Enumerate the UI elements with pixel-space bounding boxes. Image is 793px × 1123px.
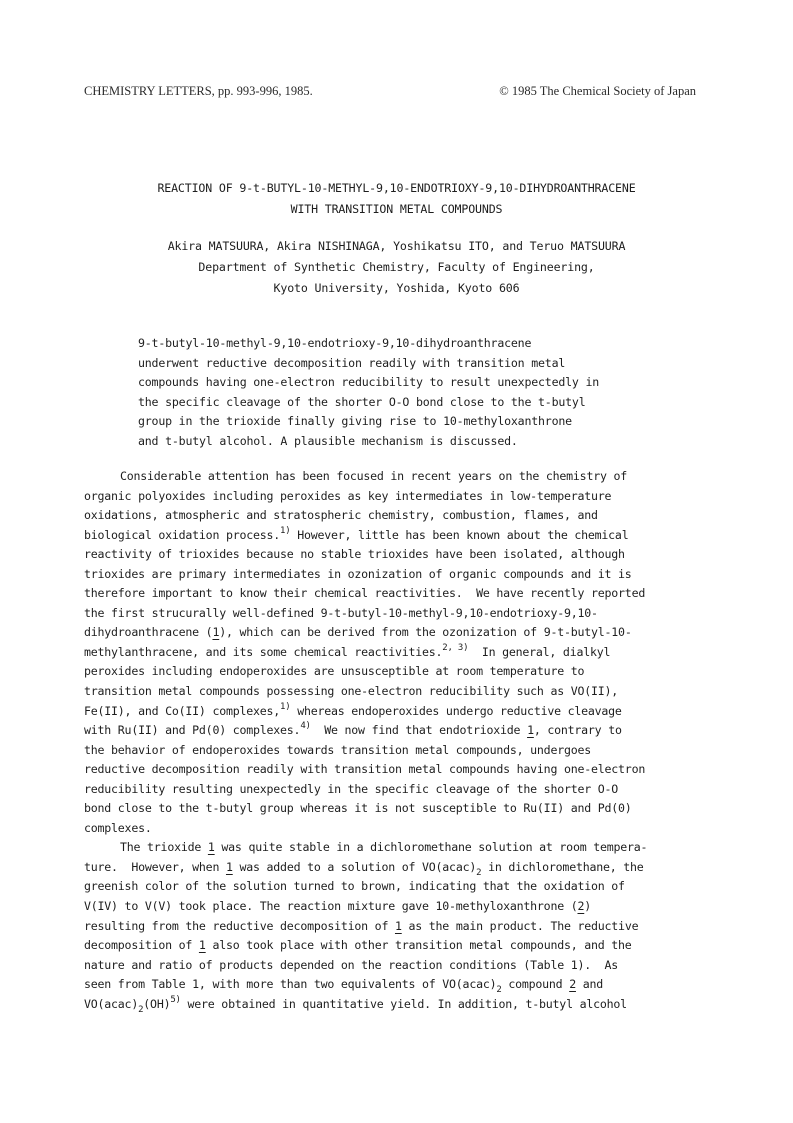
compound-number: 1 <box>527 723 534 738</box>
reference-marker: 4) <box>300 721 311 732</box>
subscript: 2 <box>138 1004 144 1015</box>
body-line: $VO(acac)_2(OH)^{5)}$ were obtained in quantitative yield. In addition, t-butyl alcohol <box>84 994 627 1015</box>
body-line: oxidations, atmospheric and stratospheric chemistry, combustion, flames, and <box>84 508 598 523</box>
reference-marker: 1) <box>280 701 291 712</box>
affiliation-line-1: Department of Synthetic Chemistry, Faculty of Engineering, <box>198 259 595 274</box>
compound-number: 1 <box>212 625 220 640</box>
copyright-notice: © 1985 The Chemical Society of Japan <box>499 84 696 98</box>
journal-citation: CHEMISTRY LETTERS, pp. 993-996, 1985. <box>84 84 313 98</box>
body-line: the behavior of endoperoxides towards transition metal compounds, undergoes <box>84 742 592 757</box>
body-line: reductive decomposition readily with transition metal compounds having one-electron <box>84 762 646 777</box>
compound-number: 1 <box>225 859 233 874</box>
body-line: peroxides including endoperoxides are unsusceptible at room temperature to <box>84 664 585 679</box>
body-text <box>84 467 714 1014</box>
compound-number: 2 <box>577 899 585 914</box>
reference-marker: 2, 3) <box>442 642 469 653</box>
body-line: complexes. <box>84 820 152 835</box>
body-line: transition metal compounds possessing one-electron reducibility such as VO(II), <box>84 684 619 699</box>
abstract-line: the specific cleavage of the shorter O-O bond close to the t-butyl <box>138 394 586 409</box>
abstract-line: compounds having one-electron reducibility to result unexpectedly in <box>138 375 600 390</box>
body-line: ture. However, when 1 was added to a solution of $VO(acac)_2$ in dichloromethane, the <box>84 859 644 878</box>
body-line: V(IV) to V(V) took place. The reaction mixture gave 10-methyloxanthrone (2) <box>84 899 592 914</box>
title-line-1: REACTION OF 9-t-BUTYL-10-METHYL-9,10-ENDOTRIOXY-9,10-DIHYDROANTHRACENE <box>157 181 636 195</box>
abstract-line: 9-t-butyl-10-methyl-9,10-endotrioxy-9,10-dihydroanthracene <box>138 336 532 350</box>
body-line: The trioxide 1 was quite stable in a dichloromethane solution at room tempera- <box>120 840 648 855</box>
reference-marker: 5) <box>170 994 181 1005</box>
subscript: 2 <box>496 985 502 996</box>
abstract-line: underwent reductive decomposition readily with transition metal <box>138 355 566 370</box>
subscript: 2 <box>476 867 482 878</box>
body-line: biological oxidation process.$^{1)}$ However, little has been known about the chemical <box>84 525 629 542</box>
affiliation-line-2: Kyoto University, Yoshida, Kyoto 606 <box>273 280 520 295</box>
body-line: therefore important to know their chemical reactivities. We have recently reported <box>84 586 646 601</box>
body-line: decomposition of 1 also took place with other transition metal compounds, and the <box>84 938 632 953</box>
body-line: bond close to the t-butyl group whereas it is not susceptible to Ru(II) and Pd(0) <box>84 801 632 816</box>
body-line: nature and ratio of products depended on the reaction conditions (Table 1). As <box>84 957 619 972</box>
body-line: resulting from the reductive decomposition of 1 as the main product. The reductive <box>84 918 639 933</box>
body-line: trioxides are primary intermediates in ozonization of organic compounds and it is <box>84 566 632 581</box>
abstract-line: group in the trioxide finally giving rise to 10-methyloxanthrone <box>138 414 572 429</box>
body-line: reactivity of trioxides because no stable trioxides have been isolated, although <box>84 547 625 562</box>
body-line: the first strucurally well-defined 9-t-butyl-10-methyl-9,10-endotrioxy-9,10- <box>84 605 598 620</box>
body-line: Fe(II), and Co(II) complexes,$^{1)}$ whereas endoperoxides undergo reductive cleavage <box>84 701 622 718</box>
body-line: with Ru(II) and Pd(0) complexes.$^{4)}$ We now find that endotrioxide 1, contrary to <box>84 721 622 738</box>
author-block <box>84 236 709 298</box>
running-header <box>84 84 696 104</box>
body-line: Considerable attention has been focused in recent years on the chemistry of <box>120 469 628 483</box>
article-title <box>84 178 709 221</box>
compound-number: 2 <box>569 977 576 992</box>
body-line: organic polyoxides including peroxides as key intermediates in low-temperature <box>84 488 612 503</box>
abstract-line: and t-butyl alcohol. A plausible mechanism is discussed. <box>138 433 518 448</box>
body-line: dihydroanthracene (1), which can be derived from the ozonization of 9-t-butyl-10- <box>84 625 632 640</box>
compound-number: 1 <box>198 938 206 953</box>
body-line: reducibility resulting unexpectedly in the specific cleavage of the shorter O-O <box>84 781 619 796</box>
body-line: methylanthracene, and its some chemical reactivities.$^{2, 3)}$ In general, dialkyl <box>84 642 611 659</box>
body-line: greenish color of the solution turned to brown, indicating that the oxidation of <box>84 879 625 894</box>
compound-number: 1 <box>207 840 215 855</box>
reference-marker: 1) <box>280 525 291 536</box>
abstract <box>138 334 698 452</box>
title-line-2: WITH TRANSITION METAL COMPOUNDS <box>290 202 503 217</box>
body-line: seen from Table 1, with more than two equivalents of $VO(acac)_2$ compound 2 and <box>84 977 603 996</box>
author-names: Akira MATSUURA, Akira NISHINAGA, Yoshikatsu ITO, and Teruo MATSUURA <box>167 239 626 253</box>
compound-number: 1 <box>394 918 402 933</box>
